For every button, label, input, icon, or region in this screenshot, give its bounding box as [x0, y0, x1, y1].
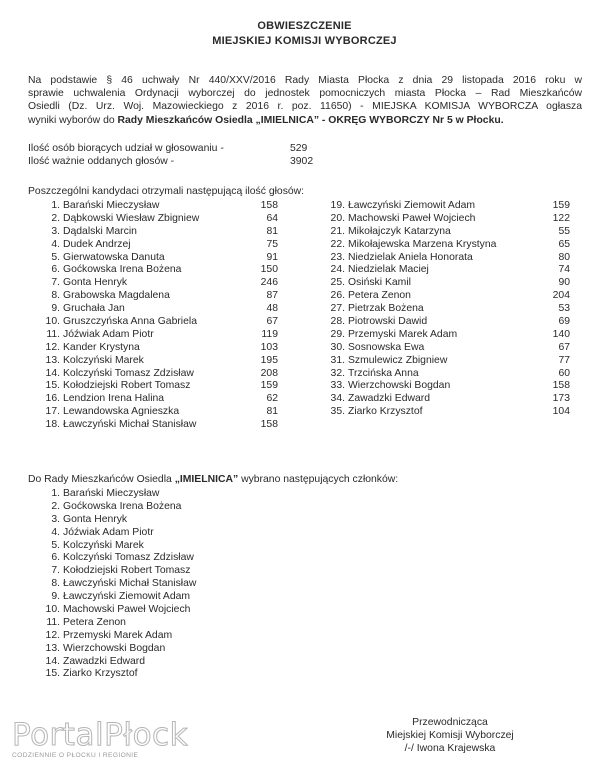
candidate-name: Szmulewicz Zbigniew — [348, 354, 448, 366]
candidate-name: Wierzchowski Bogdan — [63, 642, 166, 654]
candidate-row — [313, 200, 570, 213]
vote-count: 103 — [260, 341, 278, 353]
vote-count: 158 — [260, 200, 278, 211]
elected-member-row — [28, 540, 288, 553]
candidate-row — [28, 252, 278, 265]
list-number: 8. — [51, 290, 60, 302]
candidate-row — [313, 252, 570, 265]
list-number: 29. — [330, 328, 345, 340]
candidate-name: Dudek Andrzej — [63, 238, 131, 250]
intro-line: sprawie uchwalenia Ordynacji wyborczej do jednostek pomocniczych miasta Płocka – Rad Mieszkańców — [28, 88, 582, 100]
elected-heading-text: Do Rady Mieszkańców Osiedla — [28, 474, 175, 485]
candidate-row — [28, 316, 278, 329]
candidate-name: Mikołajczyk Katarzyna — [348, 225, 451, 237]
elected-member-row — [28, 630, 288, 643]
vote-count: 119 — [261, 328, 278, 340]
candidate-row — [313, 264, 570, 277]
list-number: 20. — [330, 212, 345, 224]
vote-count: 195 — [260, 354, 278, 366]
candidate-name: Jóźwiak Adam Piotr — [63, 526, 154, 538]
candidate-name: Kołodziejski Robert Tomasz — [63, 565, 191, 577]
signature-block — [360, 717, 540, 756]
signature-name: /-/ Iwona Krajewska — [404, 742, 496, 754]
list-number: 11. — [46, 328, 60, 340]
elected-heading-text: wybrano następujących członków: — [238, 474, 399, 485]
vote-count: 77 — [558, 354, 570, 366]
candidate-name: Ławczyński Michał Stanisław — [63, 578, 197, 590]
list-number: 31. — [330, 354, 345, 366]
vote-count: 65 — [558, 238, 570, 250]
watermark-tagline: CODZIENNIE O PŁOCKU I REGIONIE — [12, 752, 139, 759]
candidate-row — [28, 368, 278, 381]
vote-count: 67 — [558, 341, 570, 353]
signature-committee: Miejskiej Komisji Wyborczej — [386, 729, 514, 741]
candidate-name: Wierzchowski Bogdan — [348, 380, 451, 392]
list-number: 21. — [330, 225, 345, 237]
candidate-row — [28, 380, 278, 393]
list-number: 6. — [51, 552, 60, 564]
candidate-row — [28, 290, 278, 303]
list-number: 5. — [51, 539, 60, 551]
candidates-list-right — [313, 200, 570, 419]
vote-count: 159 — [552, 200, 570, 211]
list-number: 2. — [51, 212, 60, 224]
vote-count: 158 — [260, 419, 278, 431]
list-number: 33. — [330, 380, 345, 392]
elected-member-row — [28, 552, 288, 565]
candidate-row — [313, 277, 570, 290]
vote-count: 150 — [260, 264, 278, 276]
candidate-name: Jóźwiak Adam Piotr — [63, 328, 154, 340]
document-title: OBWIESZCZENIE — [257, 20, 352, 32]
candidate-name: Mikołajewska Marzena Krystyna — [348, 238, 497, 250]
vote-count: 159 — [260, 380, 278, 392]
candidate-name: Osiński Kamil — [348, 277, 411, 289]
list-number: 25. — [330, 277, 345, 289]
elected-member-row — [28, 565, 288, 578]
candidate-row — [313, 368, 570, 381]
candidate-row — [28, 226, 278, 239]
vote-count: 90 — [558, 277, 570, 289]
list-number: 18. — [45, 419, 60, 431]
candidate-name: Dąbkowski Wiesław Zbigniew — [63, 212, 200, 224]
elected-heading — [28, 474, 398, 485]
list-number: 11. — [46, 616, 60, 628]
candidate-name: Lewandowska Agnieszka — [63, 406, 180, 418]
candidate-name: Gruszczyńska Anna Gabriela — [63, 316, 197, 328]
elected-member-row — [28, 514, 288, 527]
elected-member-row — [28, 604, 288, 617]
vote-count: 60 — [558, 367, 570, 379]
elected-member-row — [28, 527, 288, 540]
vote-count: 208 — [260, 367, 278, 379]
vote-count: 55 — [558, 225, 570, 237]
candidate-name: Gierwatowska Danuta — [63, 251, 165, 263]
candidate-row — [28, 264, 278, 277]
list-number: 8. — [51, 578, 60, 590]
elected-member-row — [28, 578, 288, 591]
elected-heading-district: „IMIELNICA” — [174, 474, 239, 485]
vote-count: 173 — [552, 393, 570, 405]
candidate-row — [313, 213, 570, 226]
candidate-name: Ławczyński Ziemowit Adam — [348, 200, 476, 211]
candidate-name: Niedzielak Maciej — [348, 264, 429, 276]
vote-count: 104 — [552, 406, 570, 418]
candidate-name: Pietrzak Bożena — [348, 303, 424, 315]
candidate-row — [313, 316, 570, 329]
list-number: 13. — [45, 354, 60, 366]
list-number: 13. — [45, 642, 60, 654]
list-number: 10. — [45, 316, 60, 328]
candidate-row — [313, 239, 570, 252]
elected-member-row — [28, 656, 288, 669]
list-number: 32. — [330, 367, 345, 379]
list-number: 12. — [45, 341, 60, 353]
vote-count: 80 — [558, 251, 570, 263]
candidate-name: Zawadzki Edward — [63, 655, 146, 667]
signature-role: Przewodnicząca — [412, 717, 488, 728]
stat-value: 529 — [290, 143, 308, 154]
intro-text: wyniki wyborów do — [28, 114, 118, 126]
vote-count: 75 — [266, 238, 278, 250]
list-number: 12. — [45, 629, 60, 641]
candidate-name: Barański Mieczysław — [63, 488, 160, 499]
candidate-name: Barański Mieczysław — [63, 200, 160, 211]
vote-count: 67 — [266, 316, 278, 328]
candidate-row — [313, 329, 570, 342]
candidate-row — [313, 303, 570, 316]
candidate-name: Gonta Henryk — [63, 277, 128, 289]
list-number: 7. — [51, 277, 60, 289]
vote-count: 74 — [558, 264, 570, 276]
intro-line — [28, 114, 582, 127]
vote-count: 69 — [558, 316, 570, 328]
list-number: 1. — [51, 488, 60, 499]
elected-member-row — [28, 501, 288, 514]
candidate-row — [28, 355, 278, 368]
vote-count: 122 — [552, 212, 570, 224]
vote-count: 53 — [558, 303, 570, 315]
candidate-row — [28, 303, 278, 316]
list-number: 14. — [45, 367, 60, 379]
candidate-row — [28, 200, 278, 213]
vote-count: 246 — [260, 277, 278, 289]
vote-count: 87 — [266, 290, 278, 302]
candidate-name: Dądalski Marcin — [63, 225, 137, 237]
list-number: 14. — [45, 655, 60, 667]
list-number: 30. — [330, 341, 345, 353]
elected-member-row — [28, 488, 288, 501]
vote-count: 91 — [266, 251, 278, 263]
list-number: 34. — [330, 393, 345, 405]
candidates-list-left — [28, 200, 278, 432]
list-number: 19. — [330, 200, 345, 211]
elected-member-row — [28, 643, 288, 656]
list-number: 27. — [330, 303, 345, 315]
list-number: 10. — [45, 604, 60, 616]
candidate-name: Ławczyński Ziemowit Adam — [63, 591, 191, 603]
list-number: 26. — [330, 290, 345, 302]
candidate-row — [28, 406, 278, 419]
vote-count: 64 — [266, 212, 278, 224]
candidate-name: Kolczyński Marek — [63, 539, 144, 551]
candidate-name: Kander Krystyna — [63, 341, 140, 353]
candidate-name: Piotrowski Dawid — [348, 316, 428, 328]
document-subtitle: MIEJSKIEJ KOMISJI WYBORCZEJ — [212, 35, 397, 47]
vote-count: 158 — [552, 380, 570, 392]
intro-line: Na podstawie § 46 uchwały Nr 440/XXV/2016 Rady Miasta Płocka z dnia 29 listopada 2016 roku w — [28, 75, 582, 86]
candidate-name: Petera Zenon — [348, 290, 411, 302]
list-number: 3. — [51, 513, 60, 525]
list-number: 3. — [51, 225, 60, 237]
vote-count: 48 — [266, 303, 278, 315]
candidate-name: Kolczyński Marek — [63, 354, 144, 366]
list-number: 5. — [51, 251, 60, 263]
elected-member-row — [28, 617, 288, 630]
candidate-row — [28, 213, 278, 226]
intro-line: Osiedli (Dz. Urz. Woj. Mazowieckiego z 2016 r. poz. 11650) - MIEJSKA KOMISJA WYBORCZA ogłasza — [28, 101, 582, 113]
elected-members-list — [28, 488, 288, 681]
list-number: 24. — [330, 264, 345, 276]
list-number: 2. — [51, 500, 60, 512]
candidate-name: Niedzielak Aniela Honorata — [348, 251, 473, 263]
candidate-name: Goćkowska Irena Bożena — [63, 264, 182, 276]
candidate-row — [313, 393, 570, 406]
list-number: 22. — [330, 238, 345, 250]
candidate-name: Kolczyński Tomasz Zdzisław — [63, 367, 194, 379]
candidate-row — [28, 277, 278, 290]
candidate-name: Machowski Paweł Wojciech — [348, 212, 476, 224]
candidate-name: Goćkowska Irena Bożena — [63, 500, 182, 512]
intro-paragraph — [28, 74, 582, 127]
portal-plock-watermark — [12, 717, 212, 762]
candidate-name: Przemyski Marek Adam — [63, 629, 173, 641]
stat-label: Ilość ważnie oddanych głosów - — [28, 155, 175, 167]
candidate-row — [28, 419, 278, 432]
vote-count: 81 — [266, 406, 278, 418]
candidate-name: Gonta Henryk — [63, 513, 128, 525]
candidate-row — [28, 329, 278, 342]
candidate-row — [28, 393, 278, 406]
candidate-row — [313, 290, 570, 303]
candidate-row — [313, 355, 570, 368]
vote-count: 81 — [266, 225, 278, 237]
elected-member-row — [28, 591, 288, 604]
list-number: 35. — [330, 406, 345, 418]
vote-statistics — [28, 143, 348, 168]
list-number: 15. — [45, 668, 60, 680]
candidate-name: Ławczyński Michał Stanisław — [63, 419, 197, 431]
candidates-heading: Poszczególni kandydaci otrzymali następującą ilość głosów: — [28, 186, 305, 197]
intro-emphasis: Rady Mieszkańców Osiedla „IMIELNICA” - OKRĘG WYBORCZY Nr 5 w Płocku. — [117, 114, 504, 126]
candidate-row — [28, 342, 278, 355]
candidate-row — [28, 239, 278, 252]
candidate-row — [313, 406, 570, 419]
candidate-name: Grabowska Magdalena — [63, 290, 170, 302]
stat-value: 3902 — [290, 155, 314, 167]
list-number: 16. — [45, 393, 60, 405]
stat-label: Ilość osób biorących udział w głosowaniu - — [28, 143, 224, 154]
list-number: 9. — [51, 303, 60, 315]
list-number: 28. — [330, 316, 345, 328]
watermark-wordmark: PortalPłock — [12, 717, 189, 753]
list-number: 7. — [51, 565, 60, 577]
list-number: 4. — [51, 238, 60, 250]
vote-count: 204 — [552, 290, 570, 302]
candidate-name: Przemyski Marek Adam — [348, 328, 458, 340]
elected-member-row — [28, 668, 288, 681]
candidate-name: Lendzion Irena Halina — [63, 393, 165, 405]
candidate-name: Ziarko Krzysztof — [348, 406, 423, 418]
candidate-row — [313, 380, 570, 393]
candidate-row — [313, 342, 570, 355]
candidate-name: Kolczyński Tomasz Zdzisław — [63, 552, 194, 564]
candidate-name: Trzcińska Anna — [348, 367, 419, 379]
list-number: 4. — [51, 526, 60, 538]
candidate-row — [313, 226, 570, 239]
candidate-name: Petera Zenon — [63, 616, 126, 628]
list-number: 6. — [51, 264, 60, 276]
stat-row — [28, 156, 348, 169]
list-number: 23. — [330, 251, 345, 263]
candidate-name: Sosnowska Ewa — [348, 341, 425, 353]
vote-count: 140 — [552, 328, 570, 340]
list-number: 15. — [45, 380, 60, 392]
vote-count: 62 — [266, 393, 278, 405]
candidate-name: Machowski Paweł Wojciech — [63, 604, 191, 616]
candidate-name: Ziarko Krzysztof — [63, 668, 138, 680]
candidate-name: Gruchała Jan — [63, 303, 125, 315]
list-number: 17. — [45, 406, 60, 418]
stat-row — [28, 143, 348, 156]
candidate-name: Kołodziejski Robert Tomasz — [63, 380, 191, 392]
candidate-name: Zawadzki Edward — [348, 393, 431, 405]
list-number: 1. — [51, 200, 60, 211]
list-number: 9. — [51, 591, 60, 603]
